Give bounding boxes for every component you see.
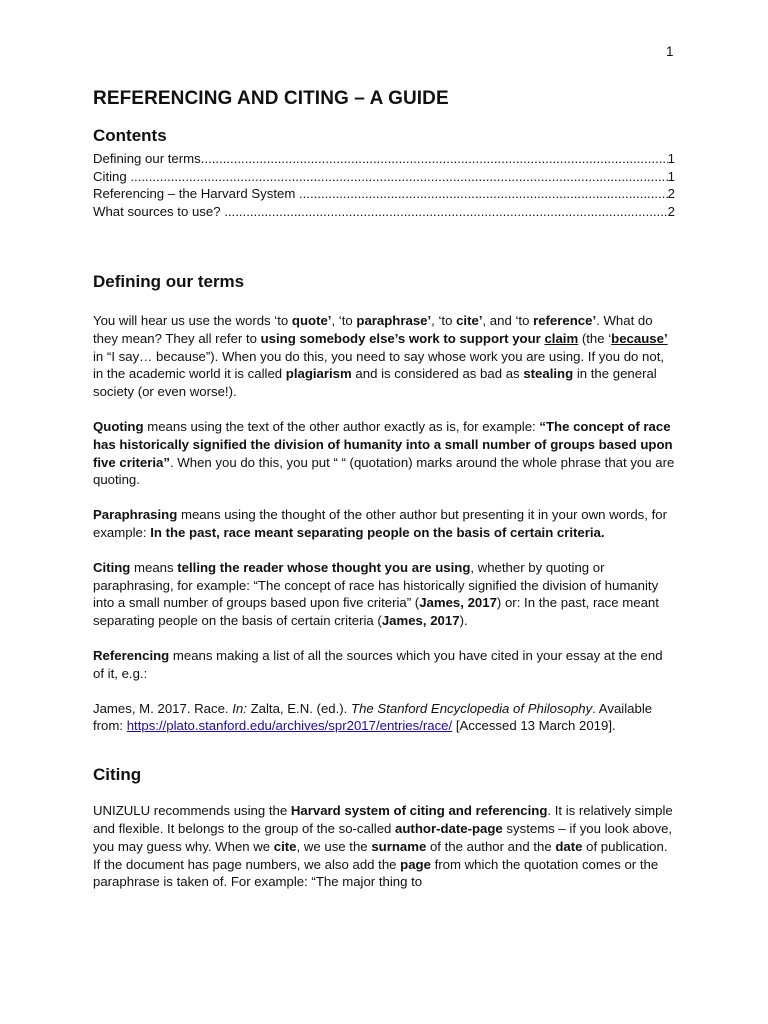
paragraph-citing-intro: UNIZULU recommends using the Harvard system of citing and referencing. It is relatively simple and flexible. It belongs to the group of the so-called author-date-page systems – if you look above, you may guess why. When we cite, we use the surname of the author and the date of publication. If the document has page numbers, we also add the page from which the quotation comes or the paraphrase is taken of. For example: “The major thing to [93,803,673,890]
paragraph-referencing-definition: Referencing means making a list of all the sources which you have cited in your essay at the end of it, e.g.: [93,647,663,681]
toc-entry-defining[interactable] [93,150,675,168]
page-number: 1 [666,44,674,59]
table-of-contents [93,150,675,220]
contents-heading: Contents [93,126,167,145]
toc-entry-page: 2 [667,203,675,219]
toc-leader-dots [130,168,667,186]
section-heading-citing: Citing [93,765,142,785]
toc-entry-page: 1 [667,151,675,166]
toc-entry-page: 2 [667,186,675,201]
toc-entry-label: Defining our terms [93,151,201,166]
paragraph-intro: You will hear us use the words ‘to quote’, ‘to paraphrase’, ‘to cite’, and ‘to reference’. What do they mean? They all refer to using somebody else’s work to support your claim (the ‘because’ in “I say… because”). When you do this, you need to say whose work you are using. If you do not, in the academic world it is called plagiarism and is considered as bad as stealing in the general society (or even worse!). [93,313,668,400]
toc-leader-dots [299,185,668,203]
reference-example: James, M. 2017. Race. In: Zalta, E.N. (ed.). The Stanford Encyclopedia of Philosophy. Available from: https://plato.stanford.edu/archives/spr2017/entries/race/ [Accessed 13 March 2019]. [93,700,653,734]
toc-entry-sources[interactable] [93,203,675,221]
paragraph-citing-definition: Citing means telling the reader whose thought you are using, whether by quoting or paraphrasing, for example: “The concept of race has historically signified the division of humanity into a small number of groups based upon five criteria” (James, 2017) or: In the past, race meant separating people on the basis of certain criteria (James, 2017). [93,559,659,629]
toc-entry-label: Referencing – the Harvard System [93,186,299,201]
reference-url-link[interactable]: https://plato.stanford.edu/archives/spr2017/entries/race/ [126,718,453,734]
toc-entry-label: Citing [93,168,131,184]
toc-leader-dots [201,150,668,168]
document-body [93,86,675,891]
toc-entry-page: 1 [667,168,675,184]
toc-entry-referencing[interactable] [93,185,675,203]
paragraph-quoting: Quoting means using the text of the other author exactly as is, for example: “The concept of race has historically signified the division of humanity into a small number of groups based upon five criteria”. When you do this, you put “ “ (quotation) marks around the whole phrase that you are quoting. [93,418,675,488]
paragraph-paraphrasing: Paraphrasing means using the thought of the other author but presenting it in your own words, for example: In the past, race meant separating people on the basis of certain criteria. [93,507,667,540]
toc-entry-label: What sources to use? [93,203,225,219]
document-title: REFERENCING AND CITING – A GUIDE [93,88,449,109]
section-heading-defining: Defining our terms [93,272,245,291]
toc-entry-citing[interactable] [93,168,675,186]
toc-leader-dots [224,203,667,221]
